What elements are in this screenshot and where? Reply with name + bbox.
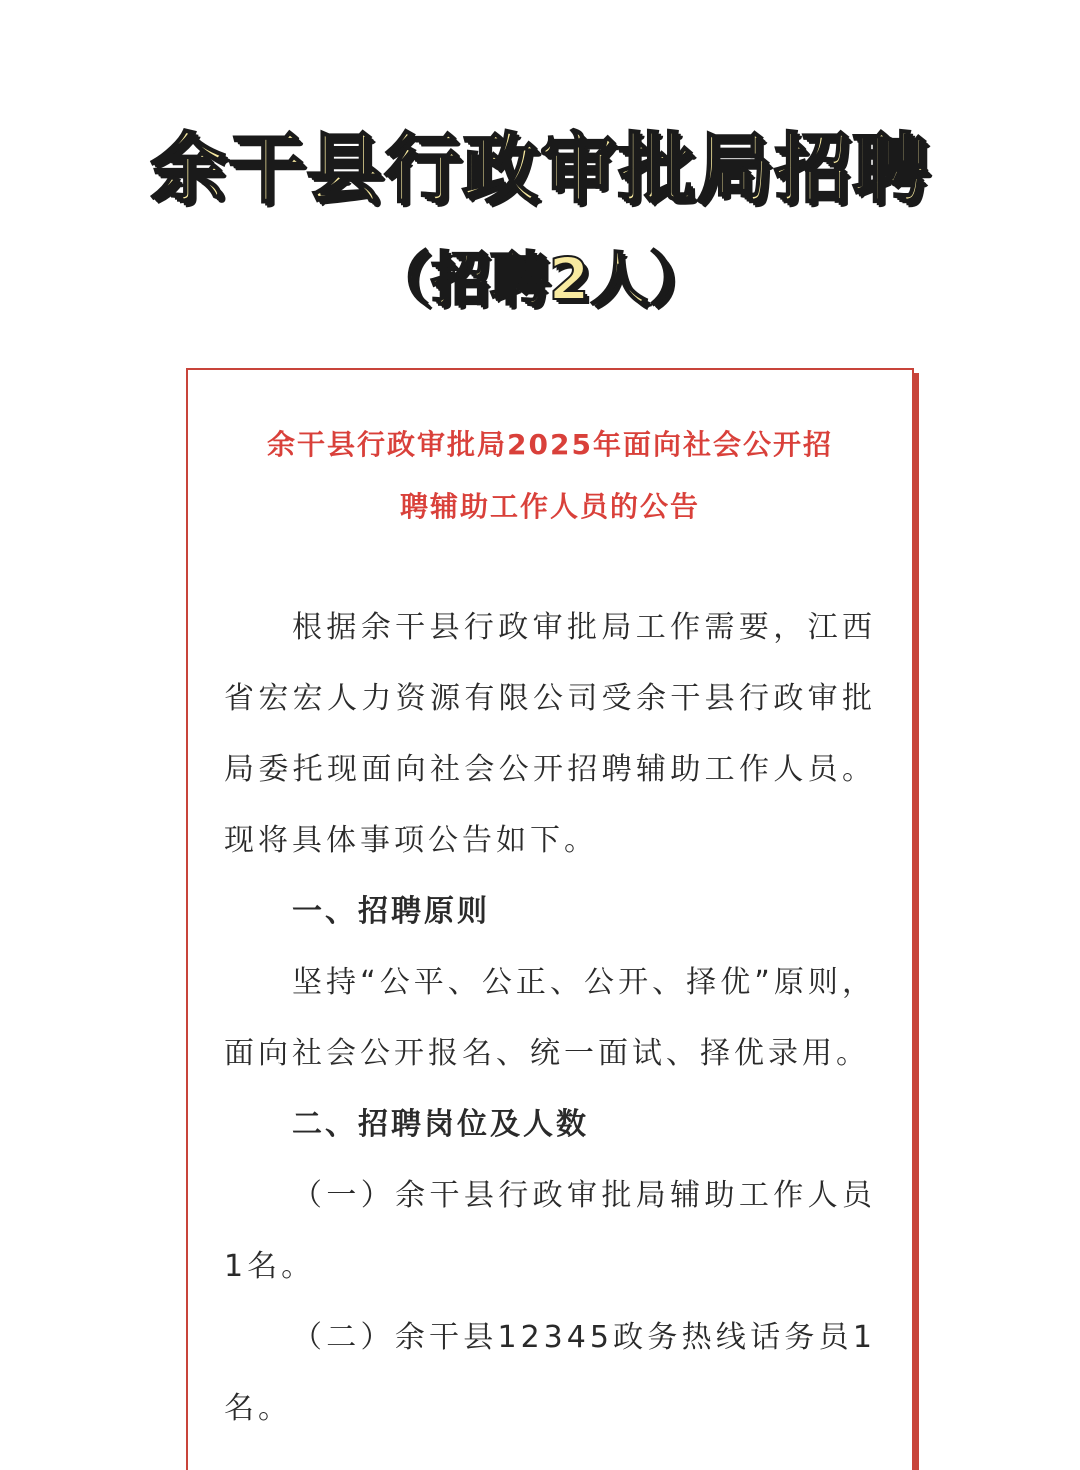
announcement-title-line-1: 余干县行政审批局2025年面向社会公开招 <box>267 428 833 461</box>
announcement-body <box>224 592 876 1444</box>
intro-paragraph: 根据余干县行政审批局工作需要，江西省宏宏人力资源有限公司受余干县行政审批局委托现面向社会公开招聘辅助工作人员。现将具体事项公告如下。 <box>224 610 876 858</box>
section-1-paragraph: 坚持“公平、公正、公开、择优”原则，面向社会公开报名、统一面试、择优录用。 <box>224 965 876 1071</box>
poster-subheadline: （招聘2人） <box>371 245 709 313</box>
section-2-heading: 二、招聘岗位及人数 <box>292 1107 589 1142</box>
announcement-title <box>188 414 912 538</box>
position-2-item: （二）余干县12345政务热线话务员1名。 <box>224 1320 876 1426</box>
announcement-card <box>186 368 914 1470</box>
announcement-title-line-2: 聘辅助工作人员的公告 <box>399 490 700 523</box>
poster-headline: 余干县行政审批局招聘 <box>150 124 930 213</box>
section-1-heading: 一、招聘原则 <box>292 894 490 929</box>
position-1-item: （一）余干县行政审批局辅助工作人员1名。 <box>224 1178 876 1284</box>
